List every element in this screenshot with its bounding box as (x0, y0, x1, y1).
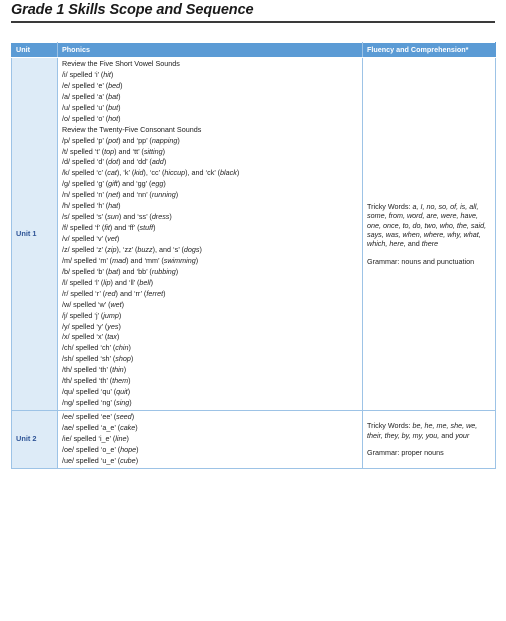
table-header-row (12, 43, 496, 58)
phonics-line: /y/ spelled ‘y’ (yes) (62, 321, 121, 331)
tricky-words-last: there (421, 239, 439, 249)
phonics-line: /k/ spelled ‘c’ (cat), ‘k’ (kid), ‘cc’ (hiccup), and ‘ck’ (black) (62, 168, 240, 178)
tricky-words-label: Tricky Words: (367, 421, 413, 431)
header-unit: Unit (12, 43, 58, 58)
phonics-line: /ee/ spelled ‘ee’ (seed) (62, 412, 135, 421)
tricky-words (367, 202, 491, 249)
grammar-note: Grammar: nouns and punctuation (367, 256, 475, 266)
header-phonics: Phonics (58, 43, 363, 58)
scope-sequence-table (11, 42, 496, 469)
phonics-line: /x/ spelled ‘x’ (tax) (62, 332, 120, 342)
phonics-line: /f/ spelled ‘f’ (fit) and ‘ff’ (stuff) (62, 223, 156, 233)
phonics-line: /v/ spelled ‘v’ (vet) (62, 234, 120, 243)
tricky-words-and: and (405, 239, 422, 249)
unit-row-2 (12, 411, 496, 469)
phonics-line: /b/ spelled ‘b’ (bat) and ‘bb’ (rubbing) (62, 266, 179, 276)
phonics-line: Review the Twenty-Five Consonant Sounds (62, 124, 202, 134)
unit-label: Unit 2 (12, 411, 58, 469)
phonics-line: /e/ spelled ‘e’ (bed) (62, 80, 123, 90)
phonics-line: /t/ spelled ‘t’ (top) and ‘tt’ (sitting) (62, 146, 165, 156)
phonics-line: /o/ spelled ‘o’ (hot) (62, 113, 121, 123)
tricky-words-and: and (439, 430, 456, 440)
unit-label: Unit 1 (12, 58, 58, 411)
tricky-words-list: a, I, no, so, of, is, all, some, from, word, are, were, have, one, once, to, do, two, who, the, said, says, was, when, where, why, what, which, here, (367, 201, 487, 249)
fluency-comprehension (363, 58, 496, 411)
tricky-words-last: your (455, 430, 470, 440)
phonics-line: /qu/ spelled ‘qu’ (quit) (62, 387, 131, 397)
phonics-line: /h/ spelled ‘h’ (hat) (62, 201, 121, 211)
phonics-line: /th/ spelled ‘th’ (them) (62, 376, 131, 386)
phonics-line: /r/ spelled ‘r’ (red) and ‘rr’ (ferret) (62, 288, 166, 298)
phonics-list (58, 58, 363, 411)
phonics-line: /u/ spelled ‘u’ (but) (62, 102, 121, 112)
tricky-words-list: be, he, me, she, we, their, they, by, my, you, (367, 421, 478, 440)
grammar-note: Grammar: proper nouns (367, 448, 444, 458)
phonics-line: /j/ spelled ‘j’ (jump) (62, 310, 122, 320)
phonics-list (58, 411, 363, 469)
phonics-line: /l/ spelled ‘l’ (lip) and ‘ll’ (bell) (62, 277, 154, 287)
phonics-line: Review the Five Short Vowel Sounds (62, 59, 180, 68)
header-fluency: Fluency and Comprehension* (363, 43, 496, 58)
phonics-line: /a/ spelled ‘a’ (bat) (62, 91, 121, 101)
tricky-words-label: Tricky Words: (367, 201, 413, 211)
phonics-line: /th/ spelled ‘th’ (thin) (62, 365, 127, 375)
phonics-line: /oe/ spelled ‘o_e’ (hope) (62, 444, 139, 454)
phonics-line: /z/ spelled ‘z’ (zip), ‘zz’ (buzz), and ‘s’ (dogs) (62, 244, 202, 254)
phonics-line: /ue/ spelled ‘u_e’ (cube) (62, 455, 139, 465)
fluency-comprehension (363, 411, 496, 469)
phonics-line: /s/ spelled ‘s’ (sun) and ‘ss’ (dress) (62, 212, 172, 222)
phonics-line: /ch/ spelled ‘ch’ (chin) (62, 343, 131, 353)
phonics-line: /i/ spelled ‘i’ (hit) (62, 69, 114, 79)
phonics-line: /d/ spelled ‘d’ (dot) and ‘dd’ (add) (62, 157, 167, 167)
unit-row-1 (12, 58, 496, 411)
tricky-words (367, 421, 491, 440)
phonics-line: /n/ spelled ‘n’ (net) and ‘nn’ (running) (62, 190, 179, 200)
phonics-line: /ng/ spelled ‘ng’ (sing) (62, 398, 132, 408)
title-divider (11, 21, 495, 23)
page-title: Grade 1 Skills Scope and Sequence (11, 2, 254, 18)
phonics-line: /ae/ spelled ‘a_e’ (cake) (62, 422, 138, 432)
phonics-line: /p/ spelled ‘p’ (pot) and ‘pp’ (napping) (62, 135, 180, 145)
phonics-line: /w/ spelled ‘w’ (wet) (62, 299, 125, 309)
phonics-line: /m/ spelled ‘m’ (mad) and ‘mm’ (swimming) (62, 255, 199, 265)
phonics-line: /ie/ spelled ‘i_e’ (line) (62, 433, 129, 443)
phonics-line: /g/ spelled ‘g’ (gift) and ‘gg’ (egg) (62, 179, 166, 189)
phonics-line: /sh/ spelled ‘sh’ (shop) (62, 354, 134, 364)
